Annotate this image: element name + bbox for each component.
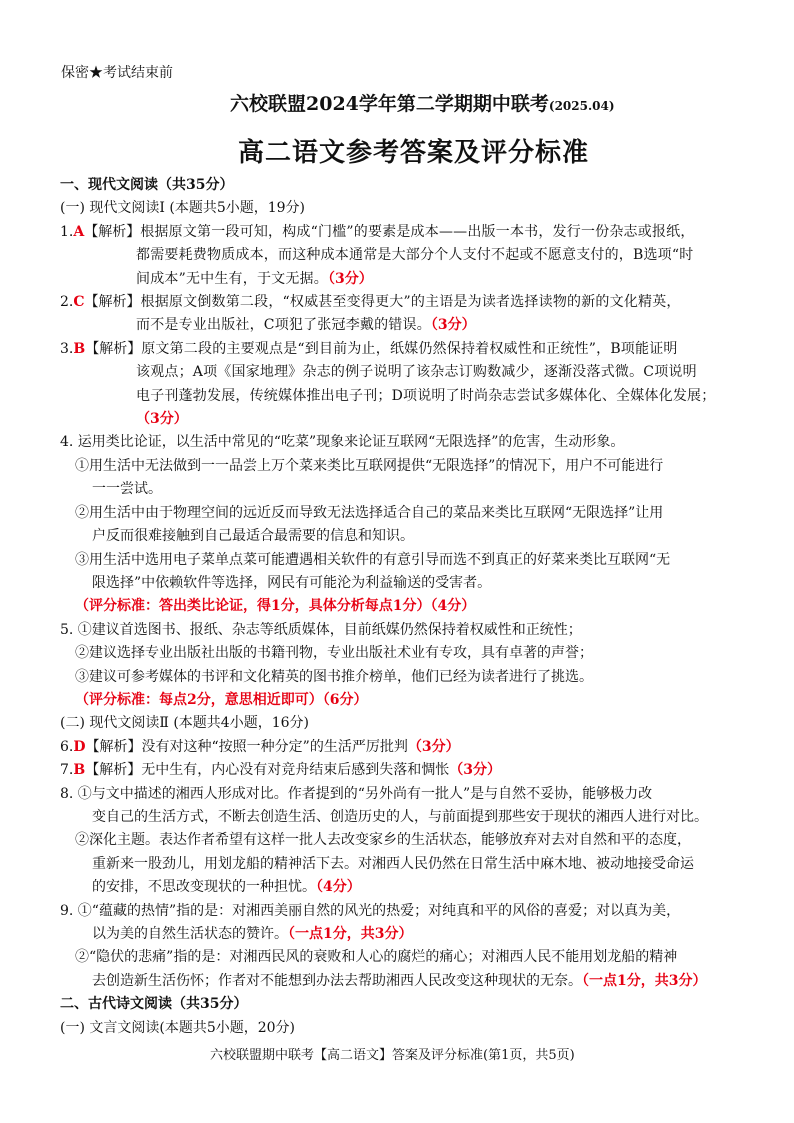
subsection-heading: (一) 现代文阅读I (本题共5小题，19分): [60, 200, 305, 217]
q-answer: A: [73, 223, 85, 240]
question-3: [60, 338, 740, 361]
q-text-line: [60, 314, 740, 337]
section-heading: 二、古代诗文阅读（共35分）: [60, 996, 248, 1013]
q-answer: B: [73, 340, 86, 357]
page-title: 高二语文参考答案及评分标准: [238, 138, 590, 168]
answer-point-cont: 以为美的自然生活状态的赞许。: [92, 926, 288, 942]
q-score: （一点1分，共3分）: [288, 926, 413, 942]
q-text: 该观点；A项《国家地理》杂志的例子说明了该杂志订购数减少，逐渐没落式微。C项说明: [136, 364, 697, 381]
answer-point-cont: 户反而很难接触到自己最适合最需要的信息和知识。: [92, 528, 414, 545]
q-score: （3分）: [327, 270, 373, 287]
q-number: 7.: [60, 762, 74, 779]
answer-point-cont: 的安排，不思改变现状的一种担忧。: [92, 879, 316, 896]
q-score: （3分）: [449, 762, 501, 779]
answer-point-cont: 变自己的生活方式，不断去创造生活、创造历史的人，与前面提到那些安于现状的湘西人进行对比。: [92, 808, 708, 825]
answer-point-cont: 重新来一股劲儿，用划龙船的精神活下去。对湘西人民仍然在日常生活中麻木地、被动地接受命运: [92, 855, 694, 872]
q-text: 根据原文倒数第二段，“权威甚至变得更大”的主语是为读者选择读物的新的文化精英，: [140, 294, 681, 311]
answer-point: ①用生活中无法做到一一品尝上万个菜来类比互联网提供“无限选择”的情况下，用户不可能进行: [75, 457, 664, 474]
scoring-standard: （评分标准：每点2分，意思相近即可）（6分）: [75, 691, 368, 708]
q-score: （3分）: [430, 317, 476, 334]
answer-point: ②建议选择专业出版社出版的书籍刊物，专业出版社术业有专攻，具有卓著的声誉；: [75, 645, 593, 662]
q-score: （4分）: [316, 879, 361, 896]
q-text: 无中生有，内心没有对竞舟结束后感到失落和惆怅: [141, 762, 450, 779]
q-tag: 【解析】: [84, 294, 141, 311]
question-5: 5. ①建议首选图书、报纸、杂志等纸质媒体，目前纸媒仍然保持着权威性和正统性；: [60, 621, 582, 638]
exam-title: [230, 89, 615, 116]
q-tag: 【解析】: [85, 340, 142, 357]
q-text: 电子刊蓬勃发展，传统媒体推出电子刊；D项说明了时尚杂志尝试多媒体化、全媒体化发展；: [136, 387, 716, 404]
q-text: 而不是专业出版社，C项犯了张冠李戴的错误。: [136, 317, 431, 334]
q-score: （一点1分，共3分）: [582, 972, 707, 989]
q-answer: B: [73, 762, 86, 779]
q-text: 原文第二段的主要观点是“到目前为止，纸媒仍然保持着权威性和正统性”，B项能证明: [141, 340, 678, 357]
question-4: 4. 运用类比论证，以生活中常见的“吃菜”现象来论证互联网“无限选择”的危害，生动形象。: [60, 434, 625, 451]
question-2: [60, 291, 740, 314]
subsection-heading: (二) 现代文阅读Ⅱ (本题共4小题，16分): [60, 715, 309, 732]
q-tag: 【解析】: [84, 223, 141, 240]
question-1: [60, 221, 740, 244]
q-score: （3分）: [136, 411, 188, 428]
q-answer: D: [73, 738, 86, 755]
section-heading: 一、现代文阅读（共35分）: [60, 177, 234, 193]
q-text: 都需要耗费物质成本，而这种成本通常是大部分个人支付不起或不愿意支付的，B选项“时: [136, 247, 694, 264]
q-tag: 【解析】: [85, 738, 142, 755]
subsection-heading: (一) 文言文阅读(本题共5小题，20分): [60, 1019, 296, 1036]
answer-point-line: [60, 876, 740, 899]
question-7: [60, 759, 740, 782]
answer-point: ②深化主题。表达作者希望有这样一批人去改变家乡的生活状态，能够放弃对去对自然和平的态度，: [75, 832, 691, 849]
q-answer: C: [73, 294, 85, 311]
exam-date: (2025.04): [548, 99, 615, 113]
answer-point-line: [60, 923, 740, 946]
answer-point-cont: 一一尝试。: [92, 481, 162, 498]
answer-point-cont: 限选择”中依赖软件等选择，网民有可能沦为利益输送的受害者。: [92, 574, 492, 591]
question-6: [60, 736, 740, 759]
q-number: 3.: [60, 340, 74, 357]
q-tag: 【解析】: [85, 762, 142, 779]
q-number: 1.: [60, 223, 74, 240]
page-footer: 六校联盟期中联考【高二语文】答案及评分标准(第1页，共5页): [210, 1048, 575, 1063]
answer-point: ②用生活中由于物理空间的远近反而导致无法选择适合自己的菜品来类比互联网“无限选择”让用: [75, 504, 664, 521]
answer-body: [60, 174, 740, 1040]
answer-point-line: [60, 970, 740, 993]
q-text: 间成本”无中生有，于文无据。: [136, 270, 328, 287]
q-number: 6.: [60, 738, 74, 755]
confidential-note: 保密★考试结束前: [61, 65, 173, 81]
q-number: 2.: [60, 294, 74, 311]
answer-point: ③建议可参考媒体的书评和文化精英的图书推介榜单，他们已经为读者进行了挑选。: [75, 668, 593, 685]
q-score: （3分）: [407, 738, 460, 755]
question-9: 9. ①“蕴藏的热情”指的是：对湘西美丽自然的风光的热爱；对纯真和平的风俗的喜爱；对以真为美，: [60, 902, 681, 919]
q-text: 没有对这种“按照一种分定”的生活严厉批判: [141, 738, 408, 755]
answer-point: ③用生活中选用电子菜单点菜可能遭遇相关软件的有意引导而选不到真正的好菜来类比互联网“无: [75, 551, 671, 568]
question-8: 8. ①与文中描述的湘西人形成对比。作者提到的“另外尚有一批人”是与自然不妥协，能够极力改: [60, 785, 653, 802]
exam-title-text: 六校联盟2024学年第二学期期中联考: [230, 93, 549, 115]
answer-point-cont: 去创造新生活伤怀；作者对不能想到办法去帮助湘西人民改变这种现状的无奈。: [92, 972, 582, 989]
q-text: 根据原文第一段可知，构成“门槛”的要素是成本——出版一本书，发行一份杂志或报纸，: [140, 223, 695, 240]
scoring-standard: （评分标准：答出类比论证，得1分，具体分析每点1分）（4分）: [75, 598, 476, 615]
answer-point: ②“隐伏的悲痛”指的是：对湘西民风的衰败和人心的腐烂的痛心；对湘西人民不能用划龙船的精神: [75, 949, 678, 966]
q-text-line: [60, 268, 740, 291]
